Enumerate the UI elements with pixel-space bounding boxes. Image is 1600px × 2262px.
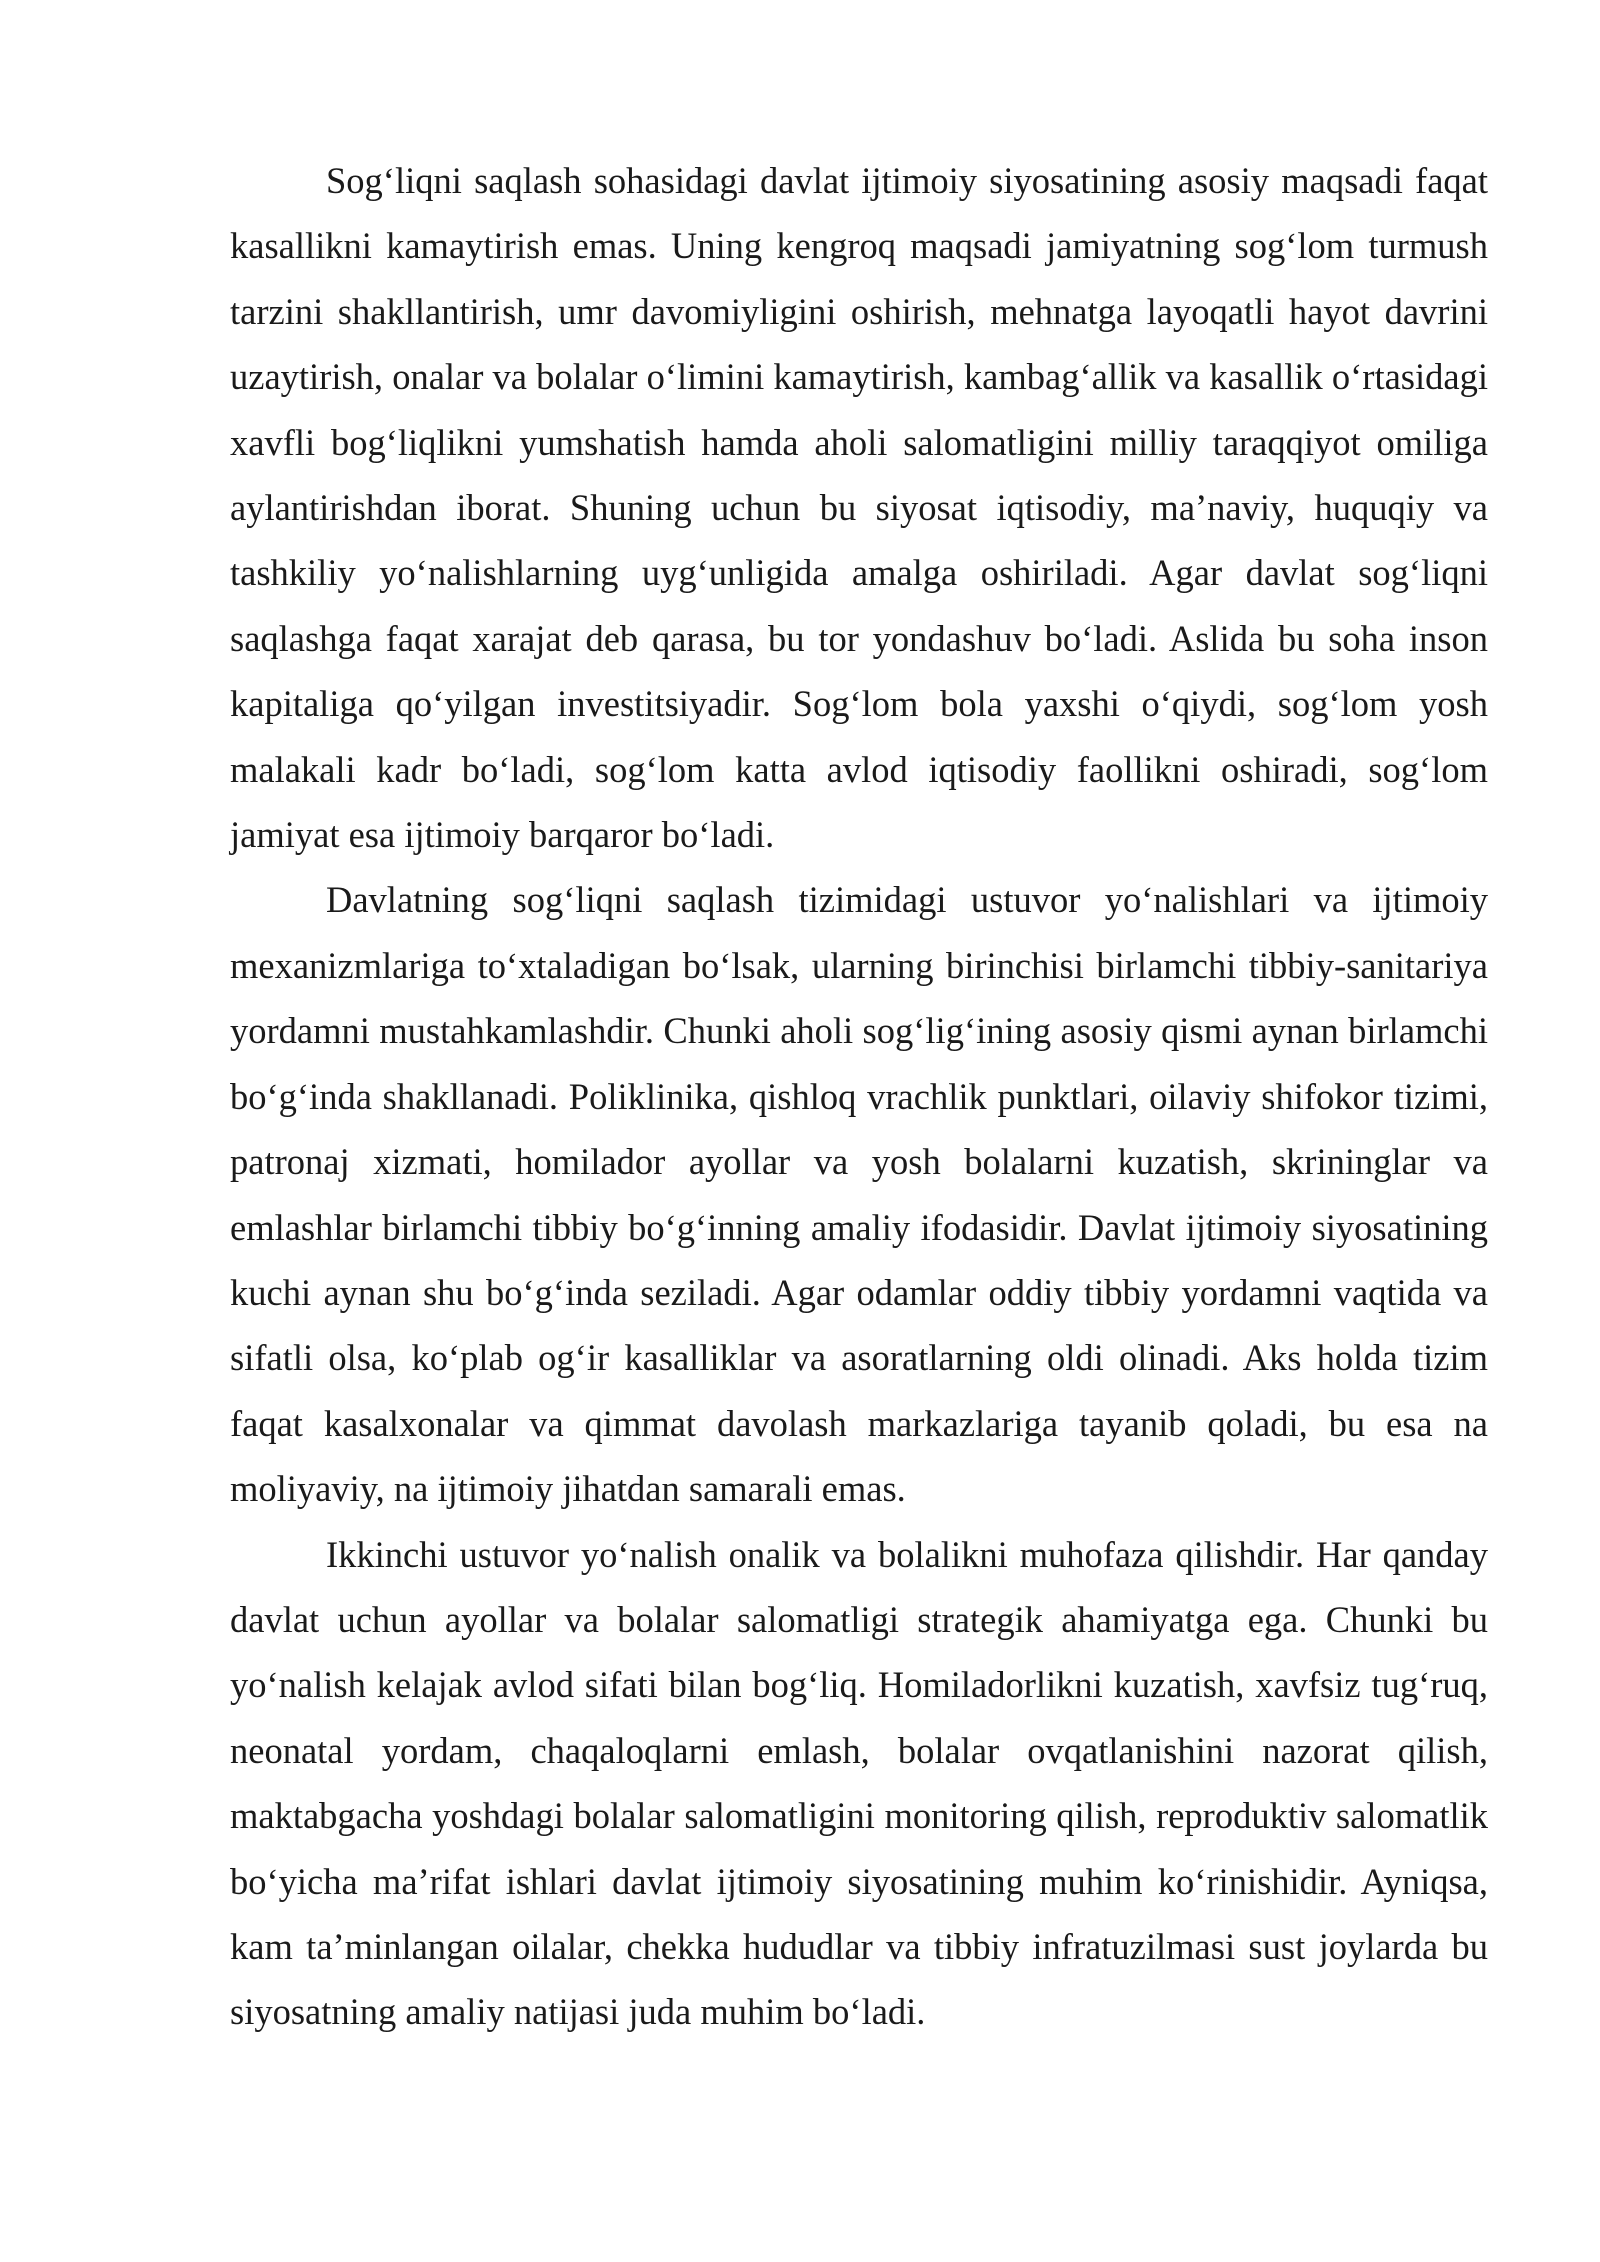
paragraph-3: Ikkinchi ustuvor yo‘nalish onalik va bolalikni muhofaza qilishdir. Har qanday davlat uchun ayollar va bolalar salomatligi strategik ahamiyatga ega. Chunki bu yo‘nalish kelajak avlod sifati bilan bog‘liq. Homiladorlikni kuzatish, xavfsiz tug‘ruq, neonatal yordam, chaqaloqlarni emlash, bolalar ovqatlanishini nazorat qilish, maktabgacha yoshdagi bolalar salomatligini monitoring qilish, reproduktiv salomatlik bo‘yicha ma’rifat ishlari davlat ijtimoiy siyosatining muhim ko‘rinishidir. Ayniqsa, kam ta’minlangan oilalar, chekka hududlar va tibbiy infratuzilmasi sust joylarda bu siyosatning amaliy natijasi juda muhim bo‘ladi. xyxy=(230,1533,1488,2033)
paragraph-2: Davlatning sog‘liqni saqlash tizimidagi ustuvor yo‘nalishlari va ijtimoiy mexanizmlariga to‘xtaladigan bo‘lsak, ularning birinchisi birlamchi tibbiy-sanitariya yordamni mustahkamlashdir. Chunki aholi sog‘lig‘ining asosiy qismi aynan birlamchi bo‘g‘inda shakllanadi. Poliklinika, qishloq vrachlik punktlari, oilaviy shifokor tizimi, patronaj xizmati, homilador ayollar va yosh bolalarni kuzatish, skrininglar va emlashlar birlamchi tibbiy bo‘g‘inning amaliy ifodasidir. Davlat ijtimoiy siyosatining kuchi aynan shu bo‘g‘inda seziladi. Agar odamlar oddiy tibbiy yordamni vaqtida va sifatli olsa, ko‘plab og‘ir kasalliklar va asoratlarning oldi olinadi. Aks holda tizim faqat kasalxonalar va qimmat davolash markazlariga tayanib qoladi, bu esa na moliyaviy, na ijtimoiy jihatdan samarali emas. xyxy=(230,879,1488,1510)
paragraph-1: Sog‘liqni saqlash sohasidagi davlat ijtimoiy siyosatining asosiy maqsadi faqat kasallikni kamaytirish emas. Uning kengroq maqsadi jamiyatning sog‘lom turmush tarzini shakllantirish, umr davomiyligini oshirish, mehnatga layoqatli hayot davrini uzaytirish, onalar va bolalar o‘limini kamaytirish, kambag‘allik va kasallik o‘rtasidagi xavfli bog‘liqlikni yumshatish hamda aholi salomatligini milliy taraqqiyot omiliga aylantirishdan iborat. Shuning uchun bu siyosat iqtisodiy, ma’naviy, huquqiy va tashkiliy yo‘nalishlarning uyg‘unligida amalga oshiriladi. Agar davlat sog‘liqni saqlashga faqat xarajat deb qarasa, bu tor yondashuv bo‘ladi. Aslida bu soha inson kapitaliga qo‘yilgan investitsiyadir. Sog‘lom bola yaxshi o‘qiydi, sog‘lom yosh malakali kadr bo‘ladi, sog‘lom katta avlod iqtisodiy faollikni oshiradi, sog‘lom jamiyat esa ijtimoiy barqaror bo‘ladi. xyxy=(230,160,1488,856)
document-body xyxy=(230,148,1488,2045)
